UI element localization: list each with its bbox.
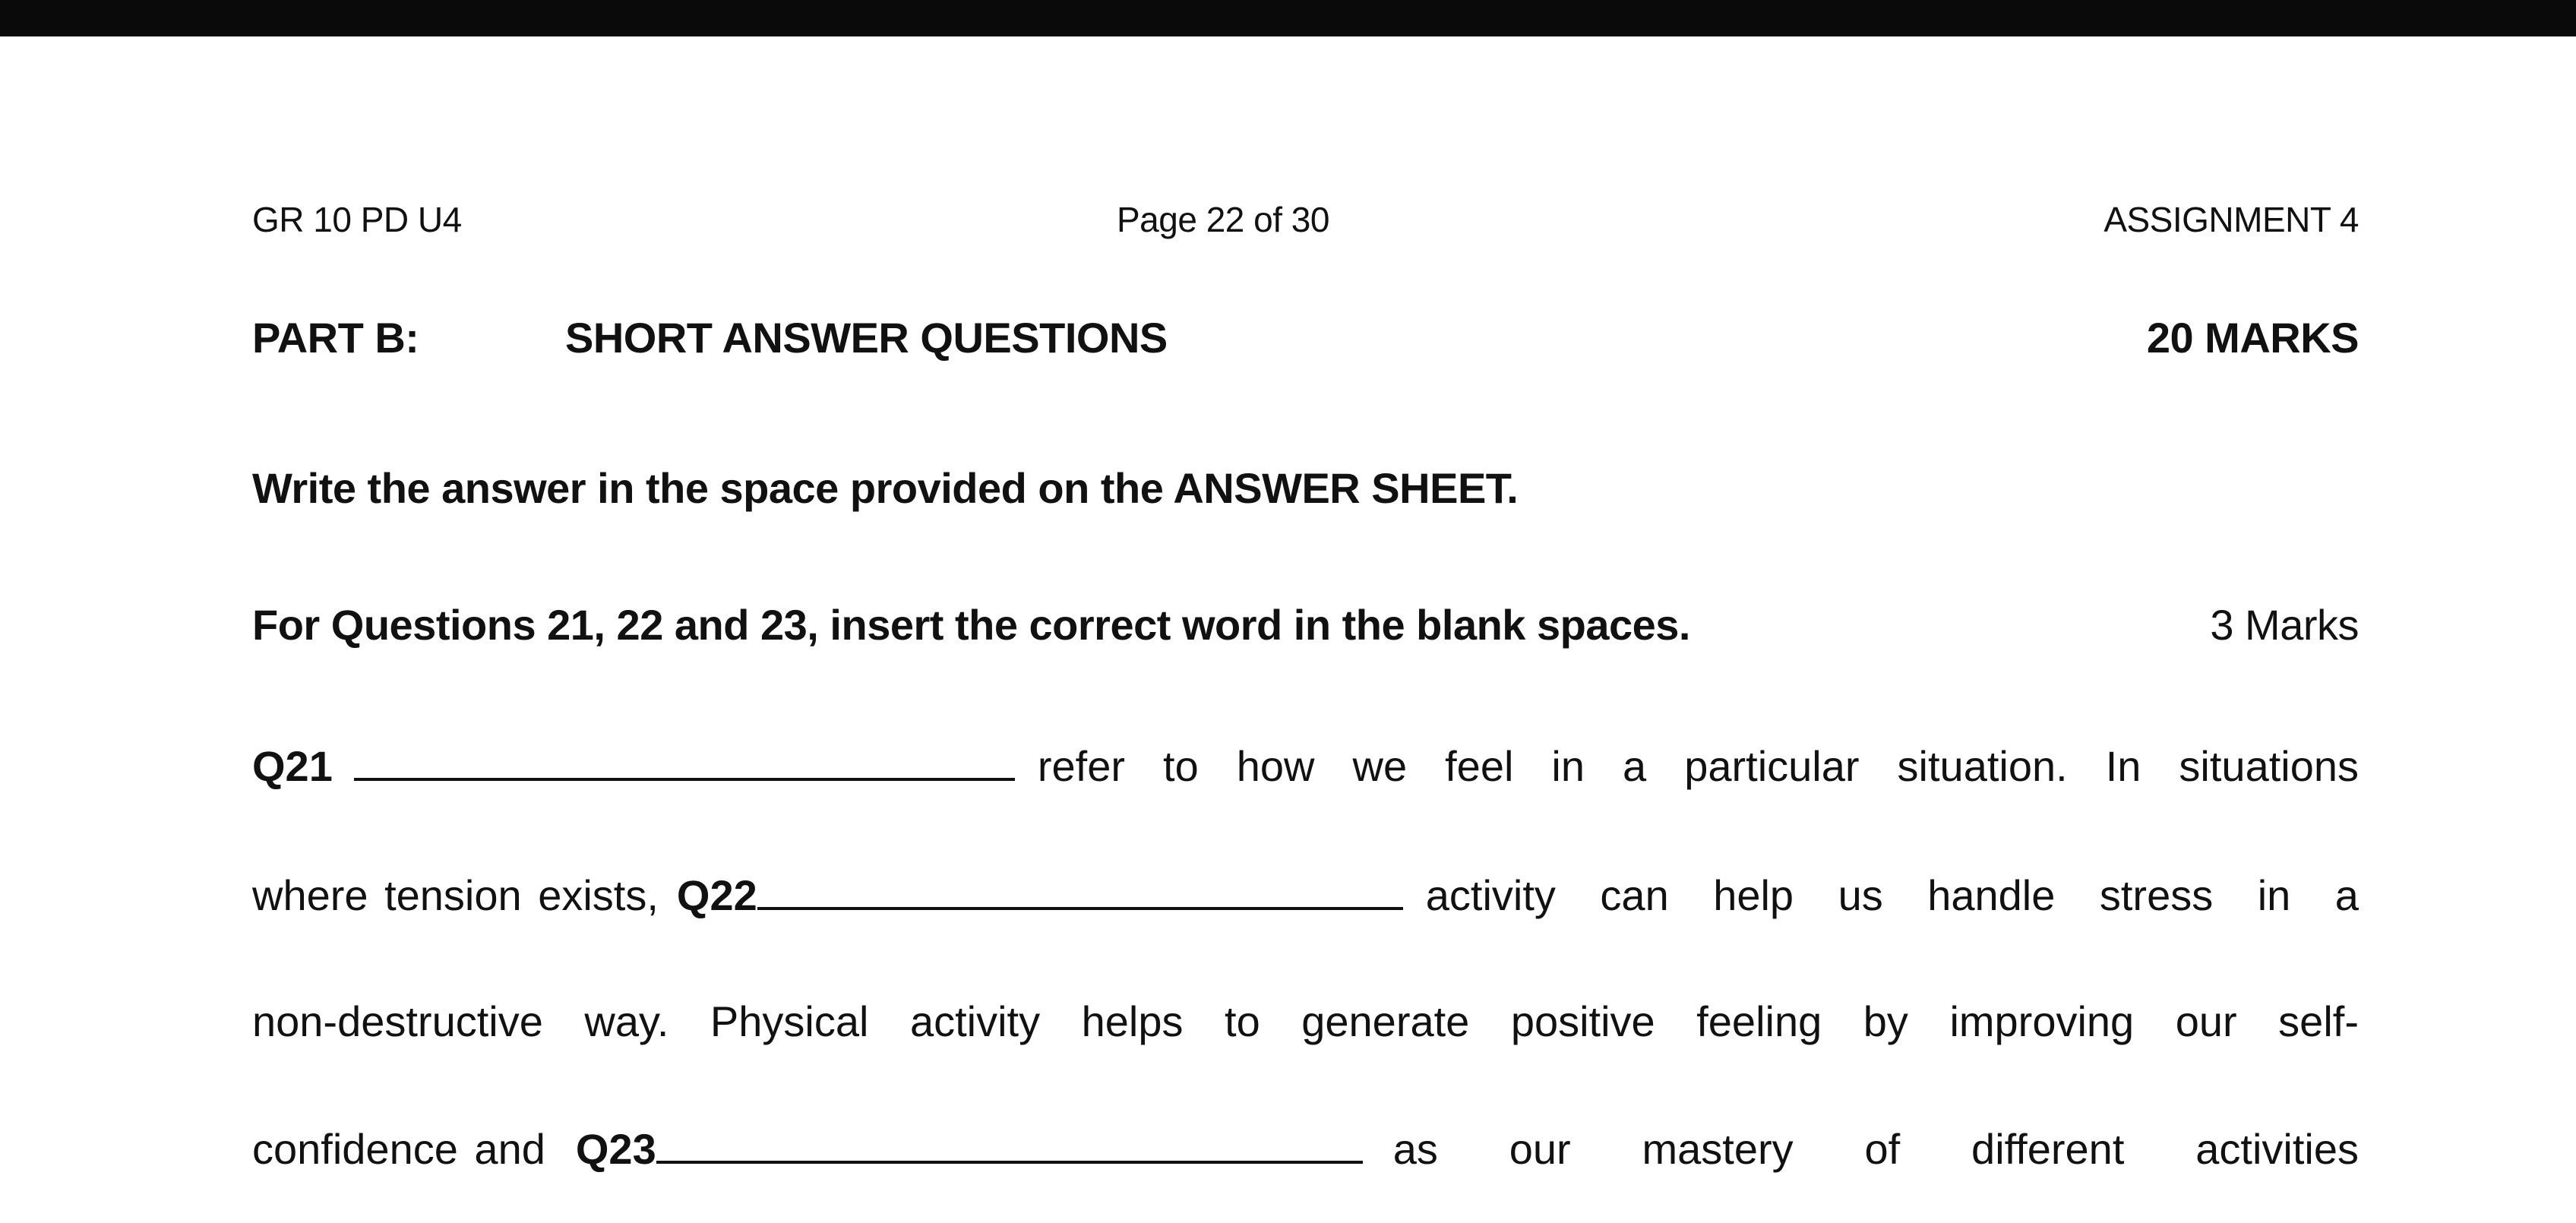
part-heading: [0, 313, 2576, 366]
q21-label: Q21: [252, 742, 333, 790]
part-marks: 20 MARKS: [2146, 314, 2359, 362]
passage-word: our: [2175, 997, 2237, 1045]
passage-word: by: [1863, 997, 1908, 1045]
passage-word: to: [1225, 997, 1260, 1045]
passage-word: in: [2257, 871, 2291, 919]
passage-line-4-text: [1393, 1123, 2359, 1176]
q21-blank[interactable]: [354, 741, 1015, 781]
passage-word: improving: [1949, 997, 2135, 1045]
page-header: [0, 199, 2576, 245]
passage-word: refer: [1037, 742, 1126, 790]
passage-word: non-destructive: [252, 997, 543, 1045]
passage-word: In: [2105, 742, 2141, 790]
passage-word: how: [1236, 742, 1315, 790]
header-course-code: GR 10 PD U4: [252, 200, 462, 239]
passage-line-2-text: [1426, 869, 2359, 922]
part-title: SHORT ANSWER QUESTIONS: [565, 314, 1168, 362]
passage-word: generate: [1301, 997, 1470, 1045]
passage-word: us: [1838, 871, 1883, 919]
passage-word: Physical: [710, 997, 869, 1045]
passage-word: situation.: [1897, 742, 2068, 790]
questions-intro: [0, 600, 2576, 653]
passage-word: particular: [1684, 742, 1860, 790]
passage-word: mastery: [1642, 1125, 1794, 1173]
part-label: PART B:: [252, 314, 419, 362]
passage-word: can: [1600, 871, 1669, 919]
passage-word: activity: [1425, 871, 1556, 919]
passage-word: helps: [1081, 997, 1184, 1045]
header-page-number: Page 22 of 30: [1117, 200, 1329, 239]
passage-word: activities: [2195, 1125, 2359, 1173]
passage-word: way.: [584, 997, 669, 1045]
passage-word: our: [1509, 1125, 1571, 1173]
passage-word: activity: [909, 997, 1041, 1045]
passage-line-3: [252, 995, 2359, 1048]
passage-line-2: [252, 869, 2359, 922]
instruction-text: Write the answer in the space provided on the ANSWER SHEET.: [252, 464, 1519, 512]
passage-word: as: [1392, 1125, 1438, 1173]
passage-word: self-: [2278, 997, 2359, 1045]
passage-word: different: [1971, 1125, 2125, 1173]
passage-line-1-text: [1038, 740, 2359, 793]
q22-label: Q22: [676, 871, 757, 919]
passage-word: of: [1864, 1125, 1901, 1173]
passage-word: in: [1551, 742, 1585, 790]
passage-word: to: [1163, 742, 1199, 790]
passage-word: handle: [1927, 871, 2056, 919]
passage-line-2-start: where tension exists,: [252, 871, 659, 919]
passage-word: positive: [1510, 997, 1655, 1045]
passage-word: stress: [2099, 871, 2214, 919]
passage-line-4: [252, 1123, 2359, 1176]
passage-word: feeling: [1696, 997, 1822, 1045]
q22-blank[interactable]: [757, 871, 1403, 910]
passage-line-4-start: confidence and: [252, 1125, 545, 1173]
passage-word: help: [1713, 871, 1794, 919]
passage-word: a: [2334, 871, 2359, 919]
passage-word: situations: [2179, 742, 2359, 790]
questions-intro-text: For Questions 21, 22 and 23, insert the correct word in the blank spaces.: [252, 601, 1690, 649]
q23-blank[interactable]: [656, 1124, 1363, 1164]
top-border-bar: [0, 0, 2576, 36]
passage-word: a: [1623, 742, 1647, 790]
header-assignment: ASSIGNMENT 4: [2103, 200, 2359, 239]
passage-line-1: [252, 740, 2359, 793]
passage-word: we: [1352, 742, 1408, 790]
passage-word: feel: [1445, 742, 1514, 790]
passage-line-3-text: [252, 995, 2359, 1048]
questions-intro-marks: 3 Marks: [2210, 601, 2359, 649]
q23-label: Q23: [575, 1125, 656, 1173]
